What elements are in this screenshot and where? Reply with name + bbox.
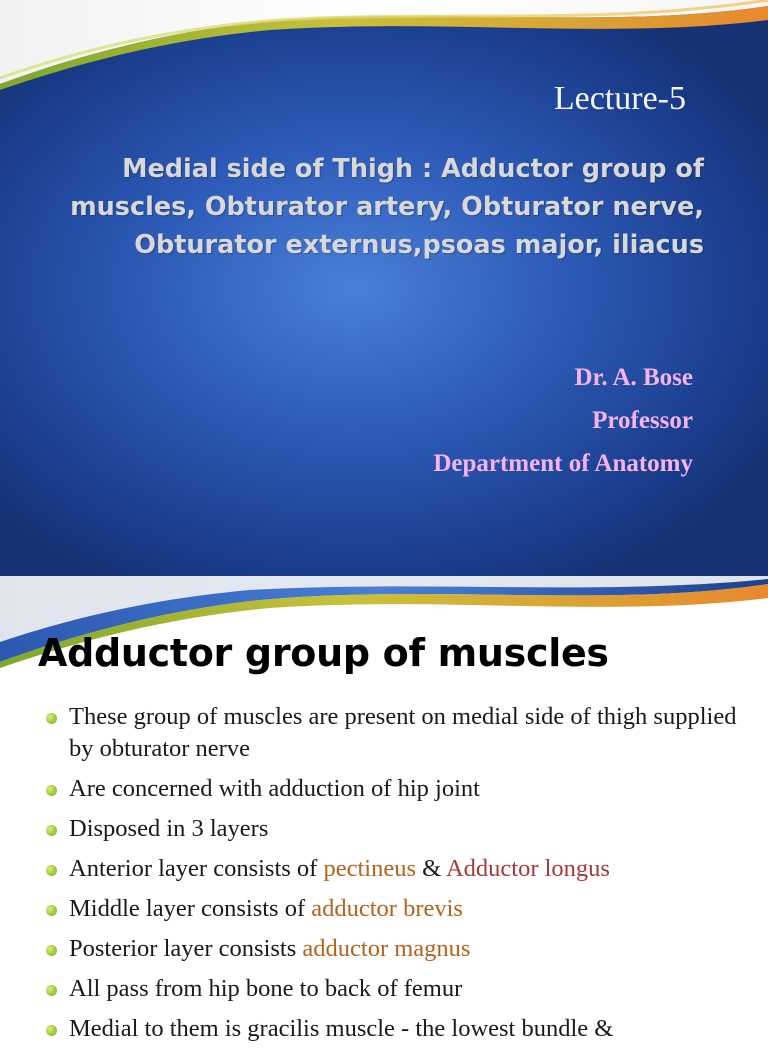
highlighted-term: adductor magnus	[302, 935, 471, 962]
bullet-text: &	[416, 855, 446, 882]
bullet-icon	[46, 825, 57, 836]
lecture-number: Lecture-5	[553, 80, 686, 117]
author-department: Department of Anatomy	[433, 450, 693, 477]
title-slide-heading	[40, 150, 704, 264]
bullet-text: Posterior layer consists	[69, 935, 303, 962]
bullet-item	[0, 893, 768, 925]
bullet-text: Anterior layer consists of	[69, 855, 324, 882]
highlighted-term: pectineus	[323, 855, 416, 882]
title-line: Obturator externus,psoas major, iliacus	[134, 230, 704, 260]
bullet-icon	[46, 945, 57, 956]
author-position: Professor	[592, 407, 693, 434]
bullet-icon	[46, 905, 57, 916]
highlighted-term: adductor brevis	[311, 895, 463, 922]
bullet-icon	[46, 865, 57, 876]
title-line: muscles, Obturator artery, Obturator nerve,	[70, 192, 704, 222]
bullet-text: Disposed in 3 layers	[69, 815, 269, 842]
bullet-icon	[46, 785, 57, 796]
bullet-item	[0, 853, 768, 885]
title-line: Medial side of Thigh : Adductor group of	[122, 154, 704, 184]
bullet-icon	[46, 1025, 57, 1036]
bullet-item	[0, 933, 768, 965]
bullet-text: Are concerned with adduction of hip joint	[69, 775, 480, 802]
bullet-item	[0, 701, 768, 765]
author-block	[433, 356, 693, 485]
bullet-list	[0, 701, 768, 1053]
bullet-item	[0, 813, 768, 845]
bullet-item	[0, 1013, 768, 1045]
content-slide	[0, 576, 768, 1042]
slide-title: Adductor group of muscles	[38, 631, 609, 675]
bullet-text: Middle layer consists of	[69, 895, 312, 922]
bullet-text: These group of muscles are present on medial side of thigh supplied by obturator nerve	[69, 703, 737, 762]
bullet-text: Medial to them is gracilis muscle - the lowest bundle &	[69, 1015, 614, 1042]
author-name: Dr. A. Bose	[574, 364, 693, 391]
bullet-item	[0, 773, 768, 805]
highlighted-term: Adductor longus	[445, 855, 610, 882]
bullet-icon	[46, 985, 57, 996]
bullet-item	[0, 973, 768, 1005]
decorative-wave-top	[0, 0, 768, 90]
bullet-text: All pass from hip bone to back of femur	[69, 975, 463, 1002]
bullet-icon	[46, 713, 57, 724]
